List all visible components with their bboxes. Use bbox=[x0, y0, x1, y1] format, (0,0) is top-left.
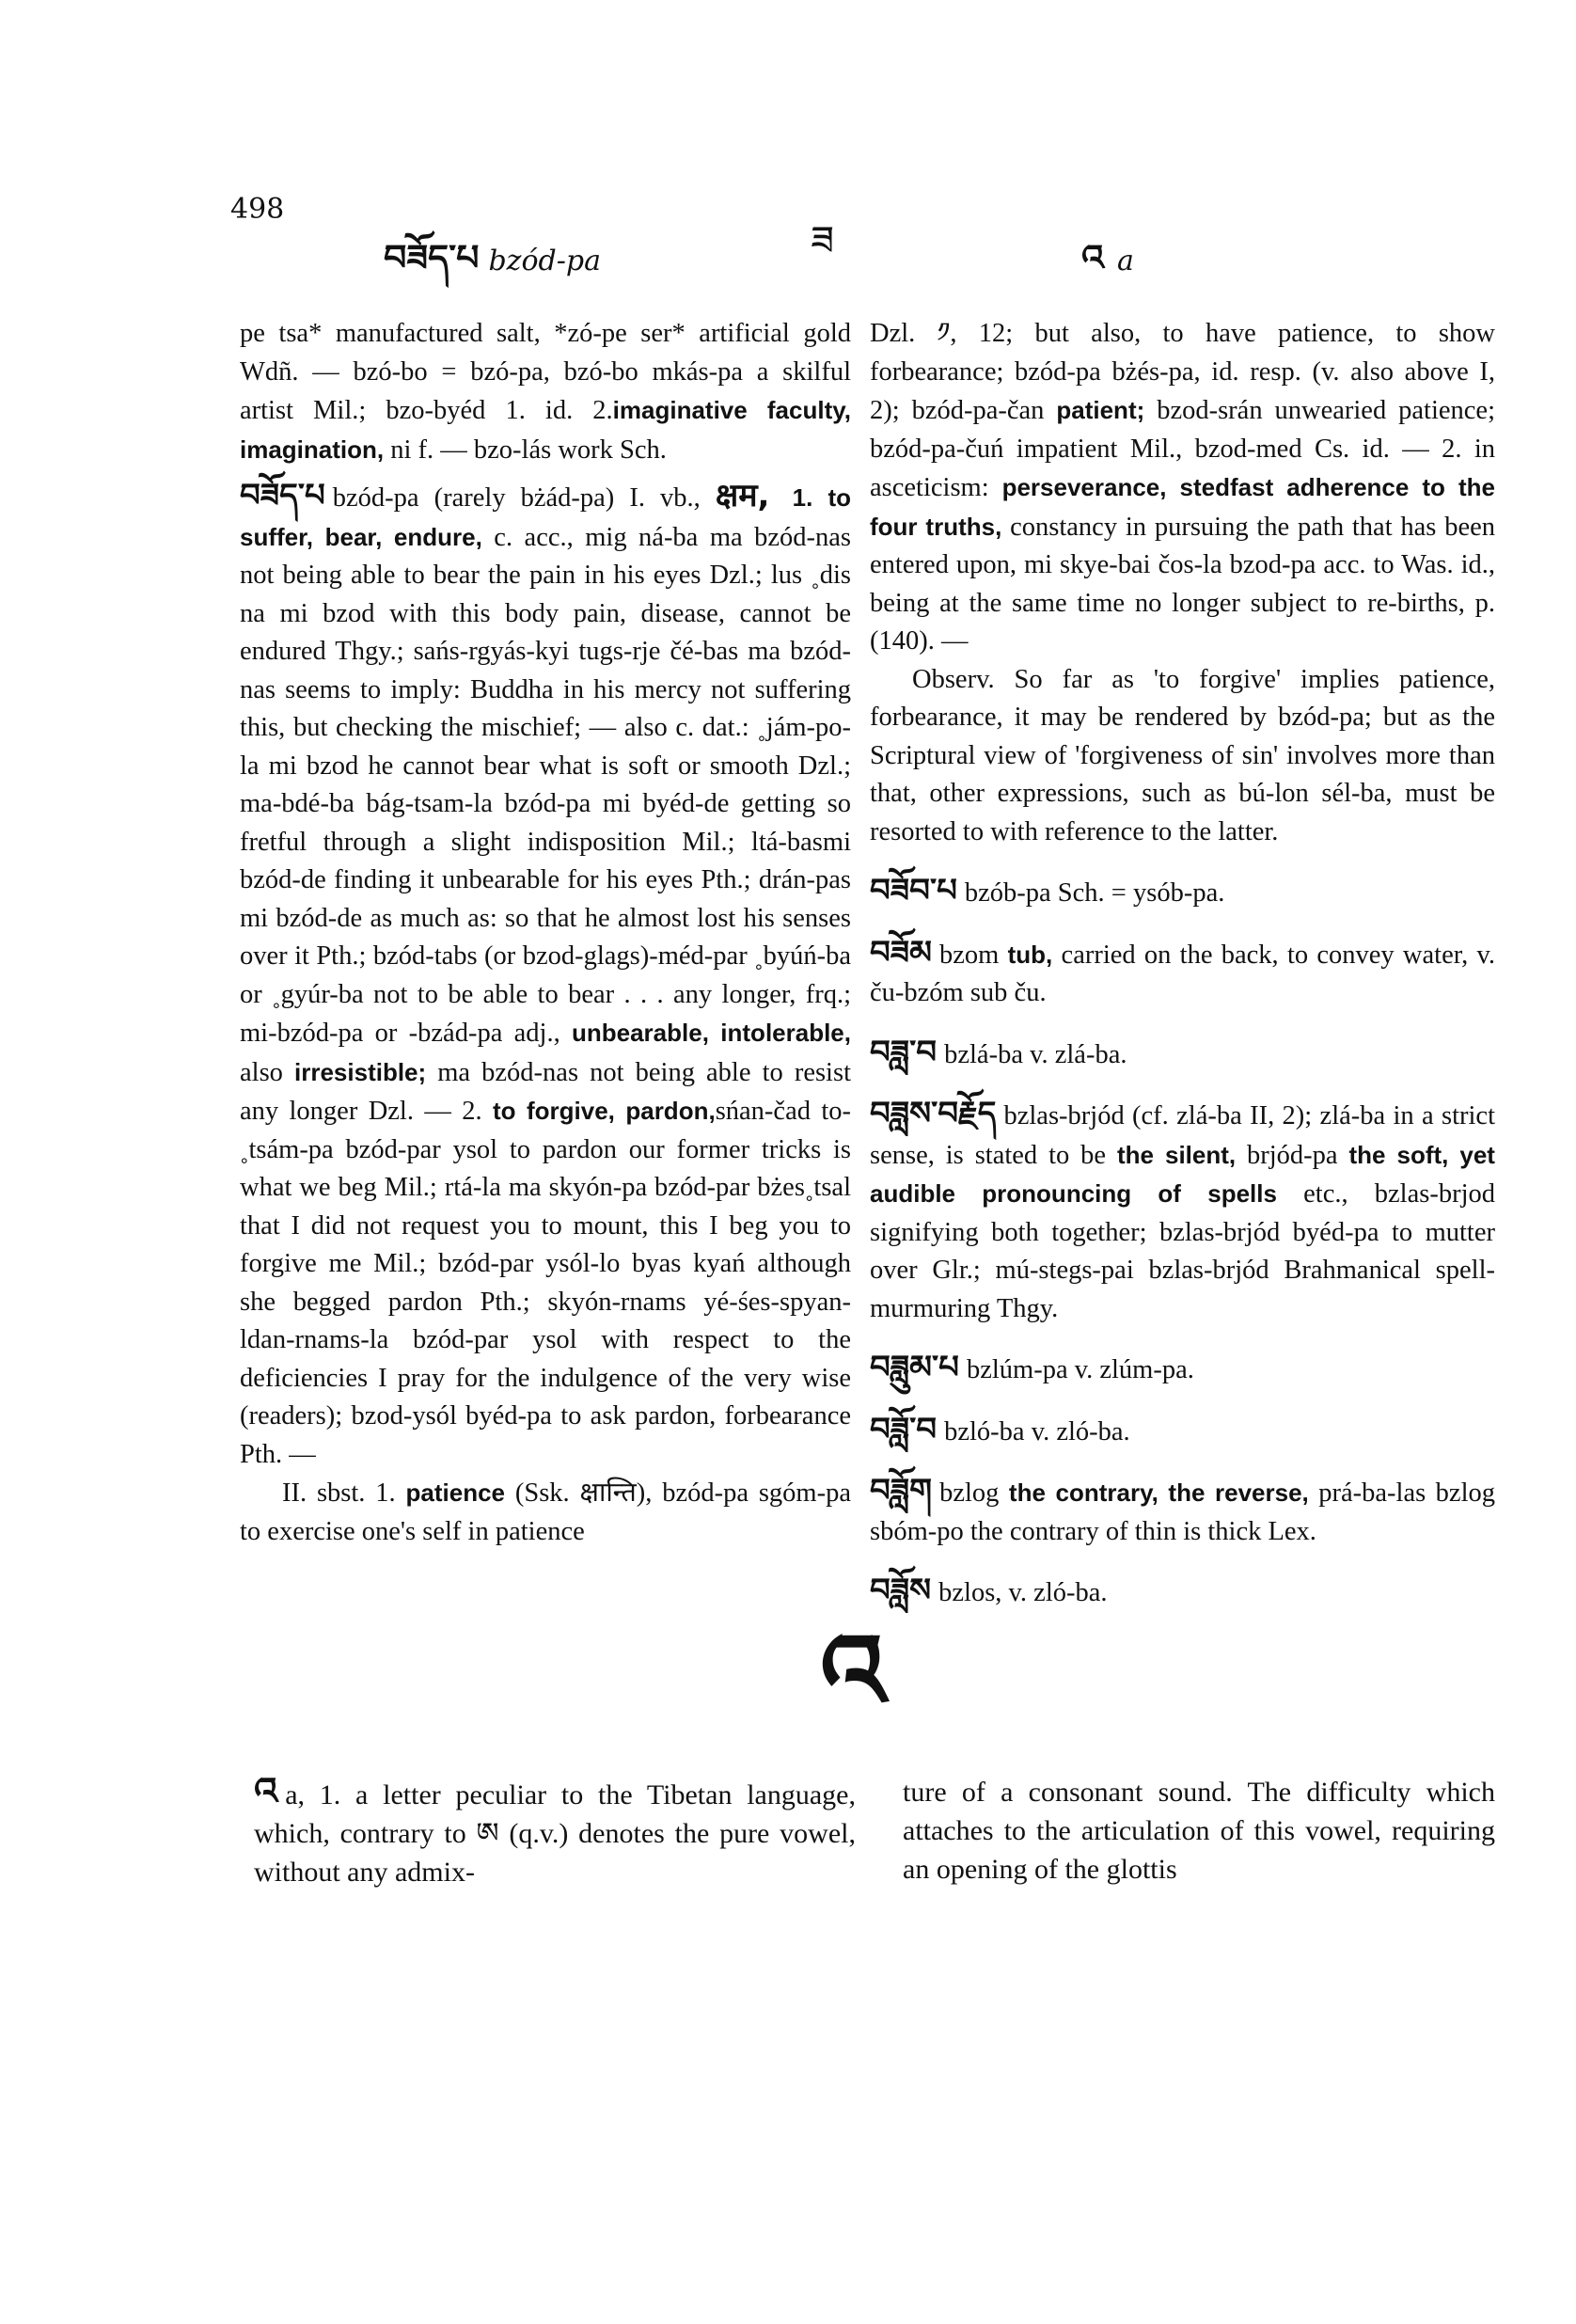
headword-tibetan: བཟླུམ་པ bbox=[870, 1349, 959, 1386]
entry-bzlo-ba bbox=[870, 1411, 1495, 1452]
entry-text: II. sbst. 1. bbox=[282, 1478, 406, 1508]
headword-tibetan: བཟོད་པ bbox=[240, 477, 325, 514]
entry-bzob-pa bbox=[870, 872, 1495, 913]
entry-text: a, 1. a letter peculiar to the Tibetan language, which, contrary to ཨ (q.v.) denotes the pure vowel, without any admix- bbox=[254, 1779, 856, 1888]
entry-text: pe tsa* manufactured salt, *zó-pe ser* artificial gold Wdñ. — bzó-bo = bzó-pa, bzó-bo mkás-pa a skilful artist Mil.; bzo-byéd 1. id. 2. bbox=[240, 319, 851, 425]
entry-text: bzlog bbox=[939, 1478, 1009, 1508]
definition-bold: patient; bbox=[1056, 396, 1145, 424]
section-heading-letter: འ bbox=[820, 1611, 886, 1731]
bottom-right-column bbox=[903, 1773, 1495, 1889]
headword-tibetan: བཟླས་བརྗོད bbox=[870, 1095, 997, 1132]
entry-text: ture of a consonant sound. The difficulty which attaches to the articulation of this vowel, requiring an opening of the glottis bbox=[903, 1777, 1495, 1885]
entry-text: carried on the back, to convey water, v. ču-bzóm sub ču. bbox=[870, 940, 1495, 1007]
entry-text: ma bzód-nas not being able to resist any longer Dzl. — 2. bbox=[240, 1057, 851, 1126]
headword-tibetan: འ bbox=[254, 1770, 278, 1813]
headword-tibetan: བཟོམ bbox=[870, 933, 933, 972]
entry-text: bzló-ba v. zló-ba. bbox=[944, 1416, 1130, 1447]
definition-bold: unbearable, intolerable, bbox=[571, 1019, 851, 1047]
entry-text: bzód-pa (rarely bżád-pa) I. vb., bbox=[332, 483, 716, 513]
entry-text: sńan-čad to-˳tsám-pa bzód-par ysol to pardon our former tricks is what we beg Mil.; rtá-la ma skyón-pa bzód-par bżes˳tsal that I did not request you to mount, this I beg you to forgive me Mil.; bzód-par ysól-lo byas kyań although she begged pardon Pth.; skyón-rnams yé-śes-spyan-ldan-rnams-la bzód-par ysol with respect to the deficiencies I pray for the indulgence of the very wise (readers); bzod-ysól byéd-pa to ask pardon, forbearance Pth. — bbox=[240, 1097, 851, 1469]
header-right-tibetan: འ bbox=[1081, 237, 1104, 278]
definition-bold: tub, bbox=[1007, 940, 1053, 969]
definition-bold: the soft, yet audible pronouncing of spells bbox=[870, 1140, 1495, 1208]
entry-text: bzom bbox=[939, 940, 1008, 970]
entry-bzod-pa bbox=[240, 477, 851, 1474]
observation-note: Observ. So far as 'to forgive' implies patience, forbearance, it may be rendered by bzód-pa; but as the Scriptural view of 'forgiveness of sin' involves more than that, other expressions, such as bú-lon sél-ba, must be resorted to with reference to the latter. bbox=[870, 664, 1495, 846]
headword-tibetan: བཟློས bbox=[870, 1572, 932, 1609]
entry-text: (Ssk. क्षान्ति), bzód-pa sgóm-pa to exercise one's self in patience bbox=[240, 1478, 851, 1546]
headword-tibetan: བཟླ་བ bbox=[870, 1033, 938, 1071]
entry-text: bzlos, v. zló-ba. bbox=[938, 1578, 1108, 1607]
definition-bold: irresistible; bbox=[294, 1057, 427, 1086]
definition-bold: the contrary, the reverse, bbox=[1008, 1478, 1309, 1507]
header-right-guideword bbox=[1081, 218, 1134, 319]
entry-text: etc., bzlas-brjod signifying both together; bzlas-brjód byéd-pa to mutter over Glr.; mú-stegs-pai bzlas-brjód Brahmanical spell-murmuring Thgy. bbox=[870, 1179, 1495, 1323]
entry-text: Dzl. ༡, 12; but also, to have patience, to show forbearance; bzód-pa bżés-pa, id. resp. (v. also above I, 2); bzód-pa-čan bbox=[870, 319, 1495, 425]
entry-text: constancy in pursuing the path that has been entered upon, mi skye-bai čos-la bzod-pa acc. to Was. id., being at the same time no longer subject to re-births, p. (140). — bbox=[870, 512, 1495, 656]
header-left-translit: bzód-pa bbox=[488, 245, 601, 277]
headword-tibetan: བཟོབ་པ bbox=[870, 872, 957, 909]
definition-bold: the silent, bbox=[1116, 1140, 1237, 1169]
entry-continuation bbox=[870, 315, 1495, 661]
entry-bzla-ba bbox=[870, 1034, 1495, 1075]
right-column bbox=[870, 315, 1495, 1613]
left-column bbox=[240, 315, 851, 1551]
entry-continuation bbox=[240, 315, 851, 469]
bottom-left-column bbox=[254, 1770, 856, 1891]
entry-bzlos bbox=[870, 1572, 1495, 1613]
sanskrit-gloss: क्षम, bbox=[715, 477, 770, 514]
entry-text: c. acc., mig ná-ba ma bzód-nas not being able to bear the pain in his eyes Dzl.; lus ˳dis na mi bzod with this body pain, disease, cannot be endured Thgy.; sańs-rgyás-kyi tugs-rje čé-bas ma bzód-nas seems to imply: Buddha in his mercy not suffering this, but checking the mischief; — also c. dat.: ˳jám-po-la mi bzod he cannot bear what is soft or smooth Dzl.; ma-bdé-ba bág-tsam-la bzód-pa mi byéd-de getting so fretful through a slight indisposition Mil.; ltá-basmi bzód-de finding it unbearable for his eyes Pth.; drán-pas mi bzód-de as much as: so that he almost lost his senses over it Pth.; bzód-tabs (or bzod-glags)-méd-par ˳byúń-ba or ˳gyúr-ba not to be able to bear . . . any longer, frq.; mi-bzód-pa or -bzád-pa adj., bbox=[240, 522, 851, 1048]
definition-bold: to forgive, pardon, bbox=[492, 1097, 716, 1125]
header-left-tibetan: བཟོད་པ bbox=[384, 237, 480, 278]
entry-text: bzób-pa Sch. = ysób-pa. bbox=[964, 878, 1225, 908]
definition-bold: 1. to suffer, bear, endure, bbox=[240, 483, 851, 551]
entry-section-2 bbox=[240, 1474, 851, 1551]
header-section-letter: ཟ bbox=[811, 217, 835, 263]
entry-bzom bbox=[870, 934, 1495, 1013]
definition-bold: patience bbox=[405, 1478, 506, 1507]
entry-text: bzlá-ba v. zlá-ba. bbox=[944, 1039, 1127, 1069]
header-left-guideword bbox=[384, 218, 601, 319]
header-right-translit: a bbox=[1116, 245, 1134, 277]
entry-bzlum-pa bbox=[870, 1349, 1495, 1390]
definition-bold: perseverance, stedfast adherence to the four truths, bbox=[870, 473, 1495, 541]
definition-bold: imaginative faculty, imagination, bbox=[240, 396, 851, 464]
entry-text: also bbox=[240, 1057, 294, 1087]
entry-bzlog bbox=[870, 1472, 1495, 1551]
entry-text: prá-ba-las bzlog sbóm-po the contrary of thin is thick Lex. bbox=[870, 1478, 1496, 1546]
headword-tibetan: བཟློ་བ bbox=[870, 1410, 938, 1448]
entry-bzlas-brjod bbox=[870, 1095, 1495, 1328]
entry-text: bzlas-brjód (cf. zlá-ba II, 2); zlá-ba in a strict sense, is stated to be bbox=[870, 1101, 1495, 1170]
entry-text: bzlúm-pa v. zlúm-pa. bbox=[966, 1355, 1194, 1384]
entry-text: brjód-pa bbox=[1236, 1140, 1349, 1170]
entry-text: ni f. — bzo-lás work Sch. bbox=[390, 435, 667, 465]
headword-tibetan: བཟློག bbox=[870, 1472, 933, 1510]
page-number: 498 bbox=[230, 193, 285, 226]
entry-text: bzod-srán unwearied patience; bzód-pa-čuń impatient Mil., bzod-med Cs. id. — 2. in asceticism: bbox=[870, 396, 1495, 502]
